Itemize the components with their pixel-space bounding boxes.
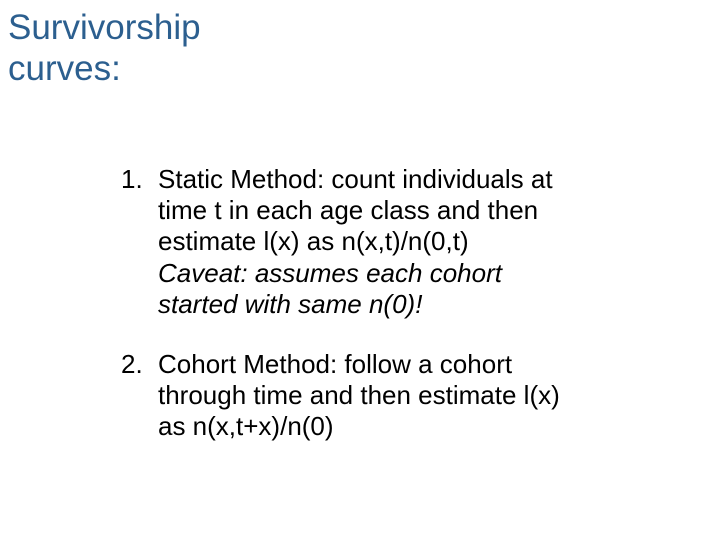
slide-title <box>8 7 201 90</box>
item-number: 2. <box>121 348 143 379</box>
item-number: 1. <box>121 164 143 194</box>
title-line: Survivorship <box>8 8 201 47</box>
item-text-line: Cohort Method: follow a cohort <box>158 348 513 379</box>
title-line: curves: <box>8 49 121 89</box>
item-text-line: estimate l(x) as n(x,t)/n(0,t) <box>158 226 469 257</box>
item-text-line: Static Method: count individuals at <box>158 164 553 194</box>
item-text-line: through time and then estimate l(x) <box>158 380 560 411</box>
caveat-line: Caveat: assumes each cohort <box>158 257 502 288</box>
item-text-line: time t in each age class and then <box>158 195 539 226</box>
list-item-static-method <box>121 164 681 320</box>
caveat-line: started with same n(0)! <box>158 288 423 319</box>
item-text-line: as n(x,t+x)/n(0) <box>158 411 334 442</box>
list-item-cohort-method <box>121 349 681 443</box>
method-list <box>121 164 681 443</box>
